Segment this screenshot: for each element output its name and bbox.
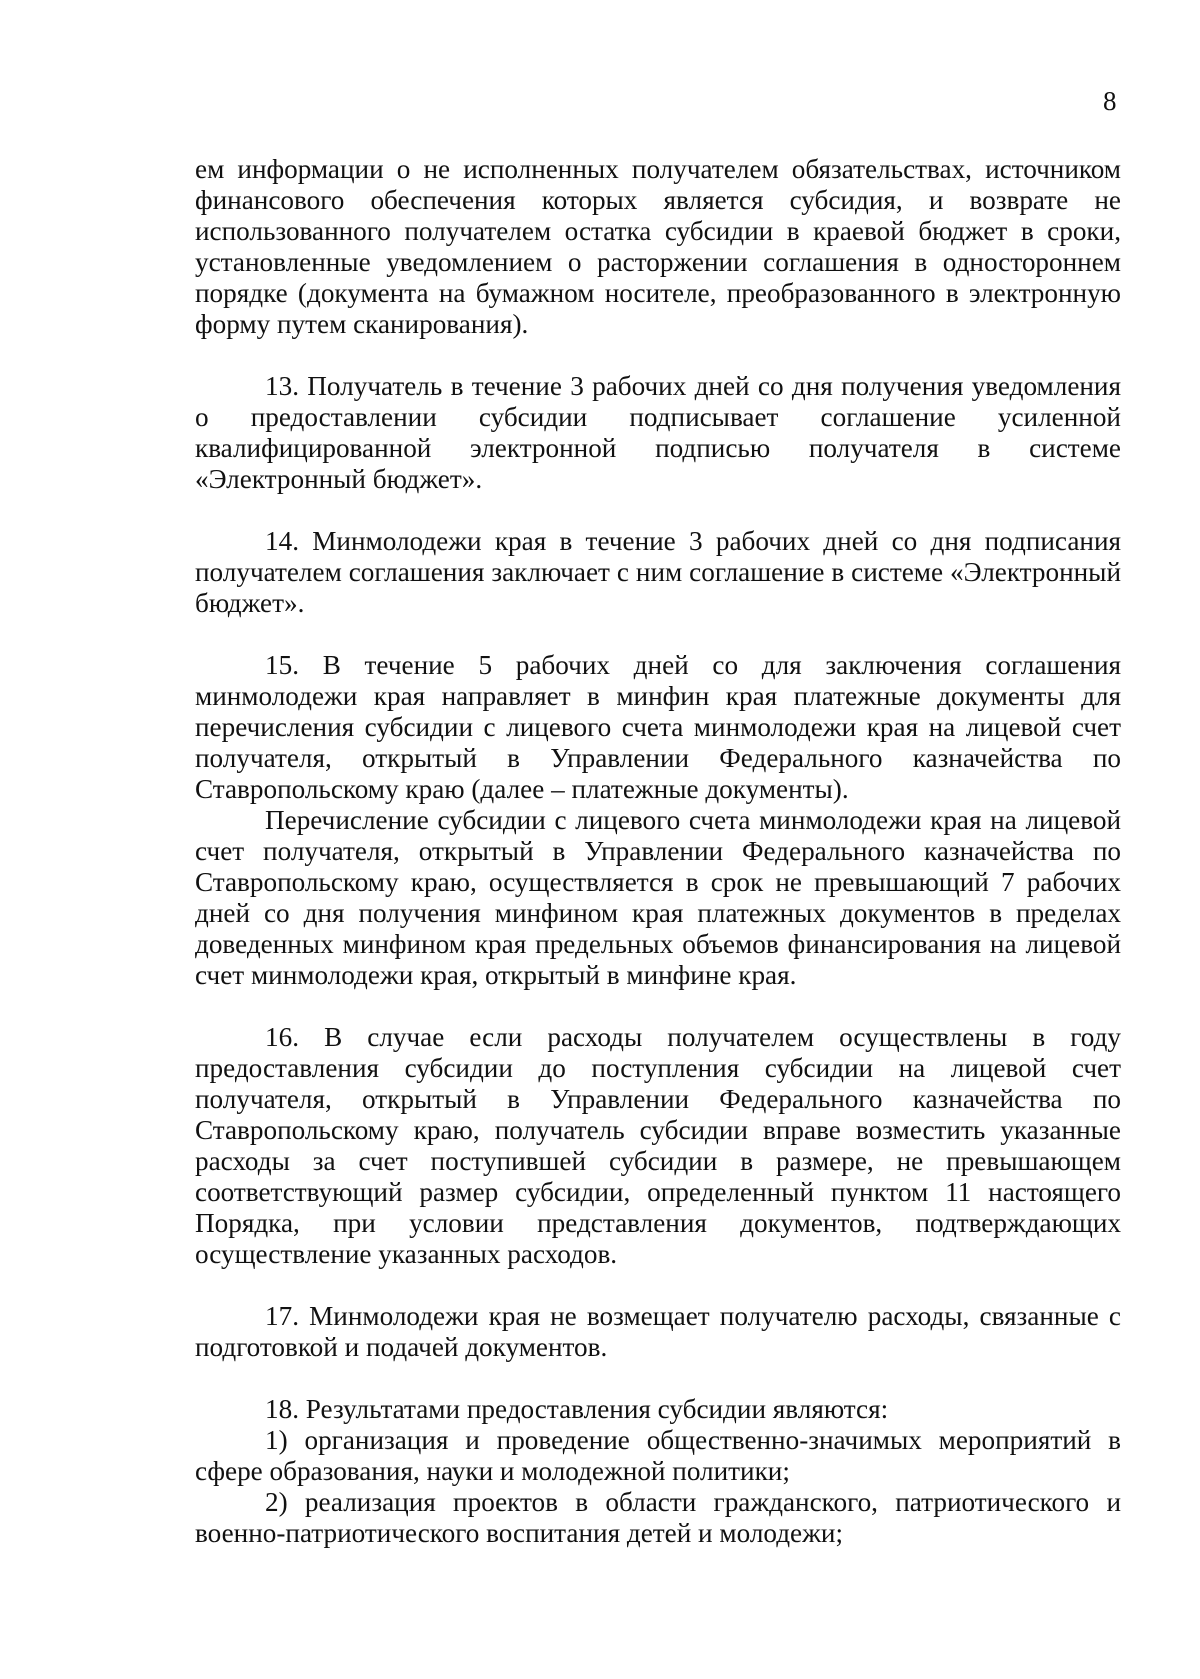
document-body [195, 154, 1121, 1549]
paragraph-13: 13. Получатель в течение 3 рабочих дней со дня получения уведомления о предоставлении субсидии подписывает соглашение усиленной квалифицированной электронной подписью получателя в системе «Электронный бюджет». [195, 371, 1121, 494]
paragraph-18-item-1: 1) организация и проведение общественно-значимых мероприятий в сфере образования, науки и молодежной политики; [195, 1425, 1121, 1486]
page-number: 8 [1103, 86, 1117, 116]
paragraph-17: 17. Минмолодежи края не возмещает получателю расходы, связанные с подготовкой и подачей документов. [195, 1301, 1121, 1362]
paragraph-15-transfer: Перечисление субсидии с лицевого счета минмолодежи края на лицевой счет получателя, открытый в Управлении Федерального казначейства по Ставропольскому краю, осуществляется в срок не превышающий 7 рабочих дней со дня получения минфином края платежных документов в пределах доведенных минфином края предельных объемов финансирования на лицевой счет минмолодежи края, открытый в минфине края. [195, 805, 1121, 990]
paragraph-16: 16. В случае если расходы получателем осуществлены в году предоставления субсидии до поступления субсидии на лицевой счет получателя, открытый в Управлении Федерального казначейства по Ставропольскому краю, получатель субсидии вправе возместить указанные расходы за счет поступившей субсидии в размере, не превышающем соответствующий размер субсидии, определенный пунктом 11 настоящего Порядка, при условии представления документов, подтверждающих осуществление указанных расходов. [195, 1022, 1121, 1269]
paragraph-15: 15. В течение 5 рабочих дней со для заключения соглашения минмолодежи края направляет в минфин края платежные документы для перечисления субсидии с лицевого счета минмолодежи края на лицевой счет получателя, открытый в Управлении Федерального казначейства по Ставропольскому краю (далее – платежные документы). [195, 650, 1121, 804]
paragraph-14: 14. Минмолодежи края в течение 3 рабочих дней со дня подписания получателем соглашения заключает с ним соглашение в системе «Электронный бюджет». [195, 526, 1121, 618]
paragraph-18: 18. Результатами предоставления субсидии являются: [265, 1394, 889, 1424]
paragraph-18-item-2: 2) реализация проектов в области гражданского, патриотического и военно-патриотического воспитания детей и молодежи; [195, 1487, 1121, 1548]
paragraph-continuation: ем информации о не исполненных получателем обязательствах, источником финансового обеспечения которых является субсидия, и возврате не использованного получателем остатка субсидии в краевой бюджет в сроки, установленные уведомлением о расторжении соглашения в одностороннем порядке (документа на бумажном носителе, преобразованного в электронную форму путем сканирования). [195, 154, 1121, 339]
